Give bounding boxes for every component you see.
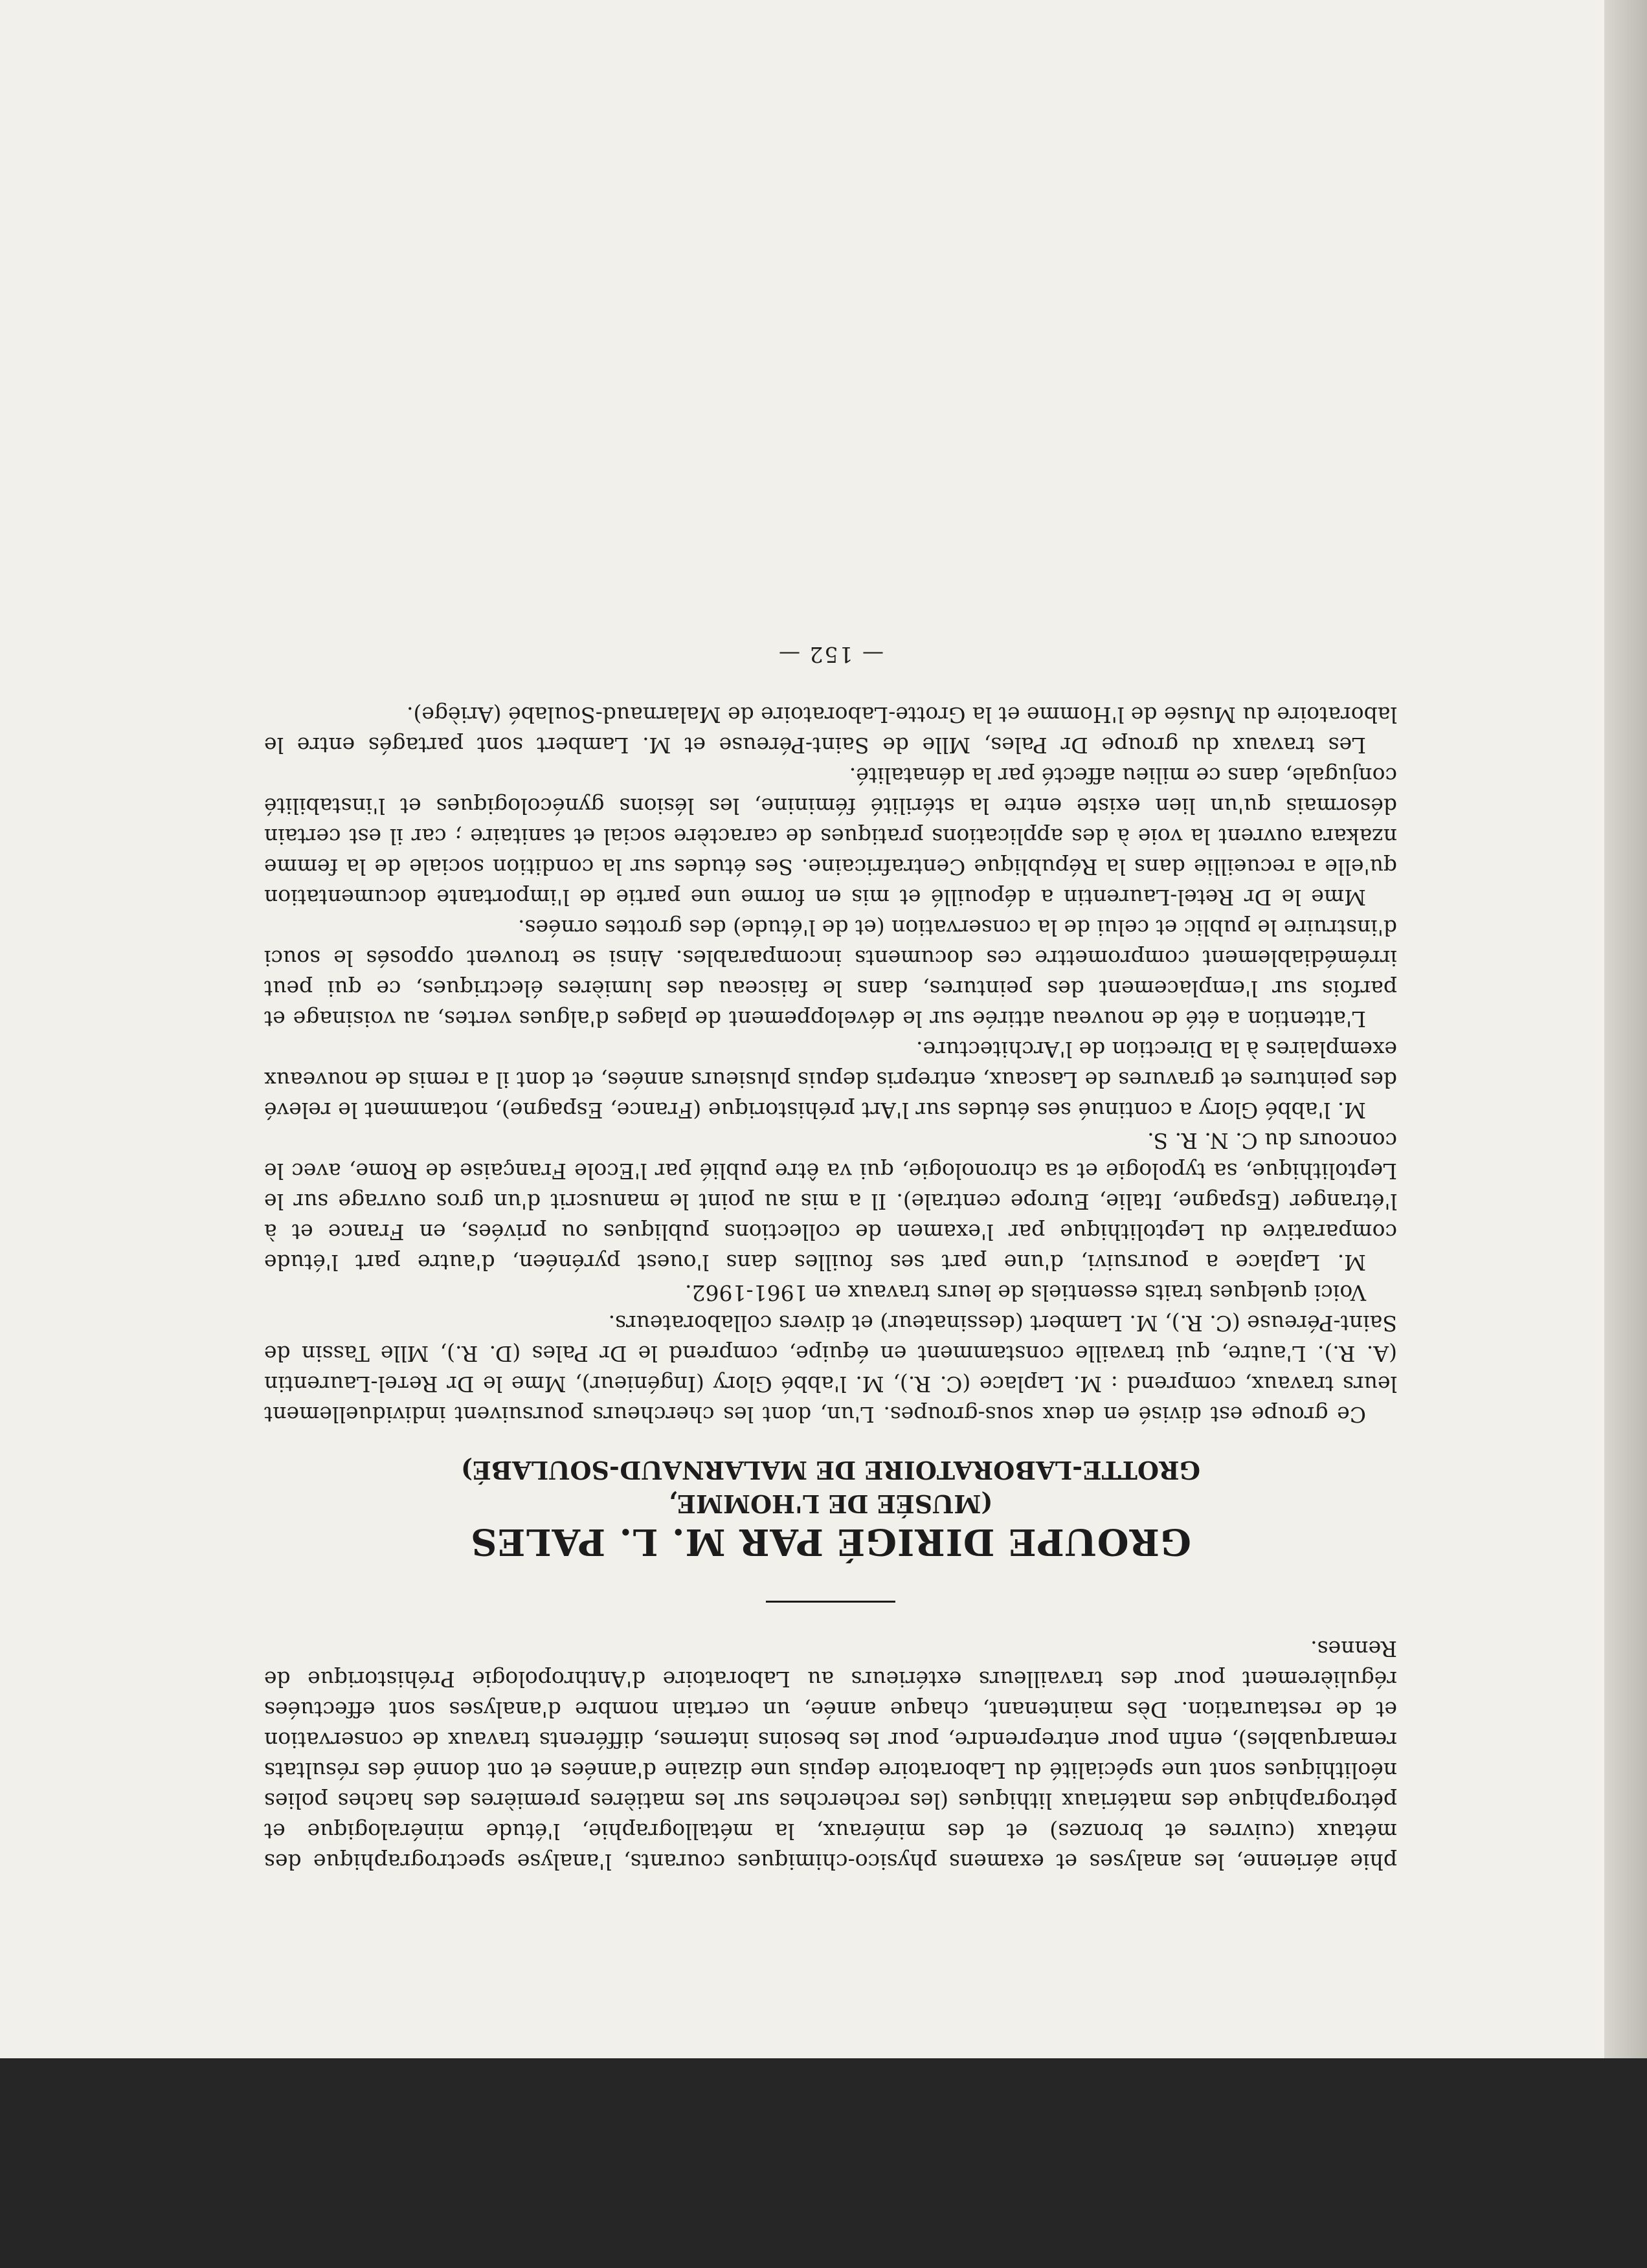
scanner-background [0, 2058, 1647, 2268]
paragraph-laplace: M. Laplace a poursuivi, d'une part ses fouilles dans l'ouest pyrénéen, d'autre part l'étude comparative du Leptolithique par l'examen de collections publiques ou privées, en France et à l'étranger (Espagne, Italie, Europe centrale). Il a mis au point le manuscrit d'un gros ouvrage sur le Leptolithique, sa typologie et sa chronologie, qui va être publié par l'Ecole Française de Rome, avec le concours du C. N. R. S. [264, 1128, 1397, 1275]
paragraph-algae: L'attention a été de nouveau attirée sur le développement de plages d'algues vertes, au voisinage et parfois sur l'emplacement des peintures, dans le faisceau des lumières électriques, ce qui peut irrémédiablement compromettre ces documents incomparables. Ainsi se trouvent opposés le souci d'instruire le public et celui de la conservation (et de l'étude) des grottes ornées. [264, 915, 1397, 1032]
text-column [264, 639, 1397, 1877]
group-title: GROUPE DIRIGÉ PAR M. L. PALES [470, 1520, 1191, 1563]
paragraph-pales-group: Les travaux du groupe Dr Pales, Mlle de Saint-Péreuse et M. Lambert sont partagés entre le laboratoire du Musée de l'Homme et la Grotte-Laboratoire de Malarnaud-Soulabé (Ariège). [264, 702, 1397, 758]
paragraph-group-composition: Ce groupe est divisé en deux sous-groupes. L'un, dont les chercheurs poursuivent individuellement leurs travaux, comprend : M. Laplace (C. R.), M. l'abbé Glory (Ingénieur), Mme le Dr Reтel-Laurentin (A. R.). L'autre, qui travaille constamment en équipe, comprend le Dr Pales (D. R.), Mlle Tassin de Saint-Péreuse (C. R.), M. Lambert (dessinateur) et divers collaborateurs. [264, 1311, 1397, 1427]
page-edge-shadow [1604, 0, 1647, 2058]
group-subtitle-line-2: GROTTE-LABORATOIRE DE MALARNAUD-SOULABÉ) [460, 1456, 1201, 1485]
paragraph-retel-laurentin: Mme le Dr Retel-Laurentin a dépouillé et mis en forme une partie de l'importante documentation qu'elle a recueillie dans la République Centrafricaine. Ses études sur la condition sociale de la femme nzakara ouvrent la voie à des applications pratiques de caractère social et sanitaire ; car il est certain désormais qu'un lien existe entre la stérilité féminine, les lésions gynécologiques et l'instabilité conjugale, dans ce milieu affecté par la dénatalité. [264, 763, 1397, 910]
section-heading [264, 1453, 1397, 1563]
paragraph-work-summary: Voici quelques traits essentiels de leurs travaux en 1961-1962. [685, 1280, 1366, 1306]
page-number: — 152 — [778, 642, 884, 667]
intro-paragraph: phie aérienne, les analyses et examens physico-chimiques courants, l'analyse spectrographique des métaux (cuivres et bronzes) et des minéraux, la métallographie, l'étude minéralogique et pétrographique des matériaux lithiques (les recherches sur les matières premières des haches polies néolithiques sont une spécialité du Laboratoire depuis une dizaine d'années et ont donné des résultats remarquables), enfin pour entreprendre, pour les besoins internes, différents travaux de conservation et de restauration. Dès maintenant, chaque année, un certain nombre d'analyses sont effectuées régulièrement pour des travailleurs extérieurs au Laboratoire d'Anthropologie Préhistorique de Rennes. [264, 1636, 1397, 1874]
section-rule [766, 1601, 895, 1603]
paragraph-glory: M. l'abbé Glory a continué ses études sur l'Art préhistorique (France, Espagne), notamment le relevé des peintures et gravures de Lascaux, entrepris depuis plusieurs années, et dont il a remis de nouveaux exemplaires à la Direction de l'Architecture. [264, 1037, 1397, 1123]
group-subtitle-line-1: (MUSÉE DE L'HOMME, [668, 1489, 993, 1518]
